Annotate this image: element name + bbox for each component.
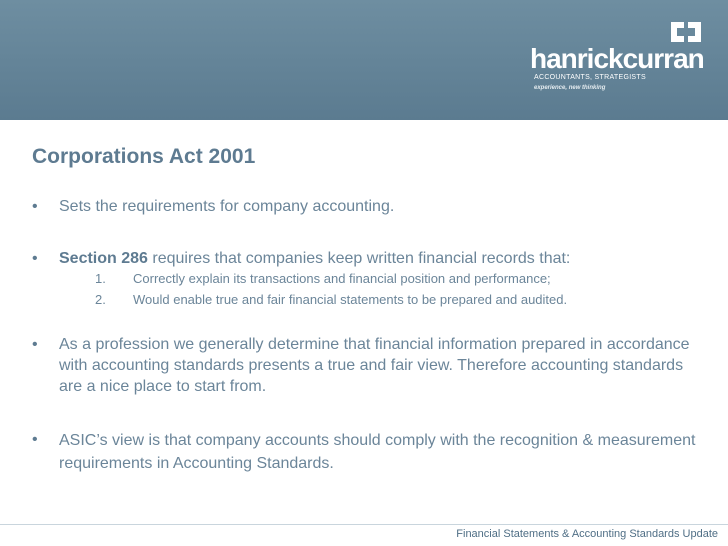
- section-reference: Section 286: [59, 250, 148, 267]
- bullet-marker: •: [32, 198, 38, 215]
- brand-tagline: experience, new thinking: [534, 85, 606, 91]
- bullet-marker: •: [32, 336, 38, 353]
- hc-logo-mark-icon: [669, 20, 703, 44]
- brand-logo-text: hanrickcurran: [530, 43, 704, 74]
- subitem-text: Would enable true and fair financial statements to be prepared and audited.: [133, 292, 568, 307]
- footer-text: Financial Statements & Accounting Standards Update: [456, 528, 718, 540]
- bullet-text: ASIC’s view is that company accounts should comply with the recognition & measurement requirements in Accounting Standards.: [59, 432, 696, 472]
- subitem-number: 1.: [95, 271, 106, 286]
- bullet-text: As a profession we generally determine that financial information prepared in accordance with accounting standards presents a true and fair view. Therefore accounting standards are a nice place to start from.: [59, 336, 690, 395]
- subitem-number: 2.: [95, 292, 106, 307]
- slide-title: Corporations Act 2001: [32, 145, 256, 168]
- subitem-text: Correctly explain its transactions and financial position and performance;: [133, 271, 551, 286]
- bullet-text-rest: requires that companies keep written financial records that:: [147, 250, 571, 267]
- bullet-marker: •: [32, 431, 38, 448]
- bullet-marker: •: [32, 250, 38, 267]
- bullet-text: [59, 248, 709, 269]
- bullet-text: Sets the requirements for company accounting.: [59, 198, 395, 215]
- brand-subtitle: ACCOUNTANTS, STRATEGISTS: [534, 74, 646, 81]
- slide-header-band: [0, 0, 728, 120]
- footer-divider: [0, 524, 728, 525]
